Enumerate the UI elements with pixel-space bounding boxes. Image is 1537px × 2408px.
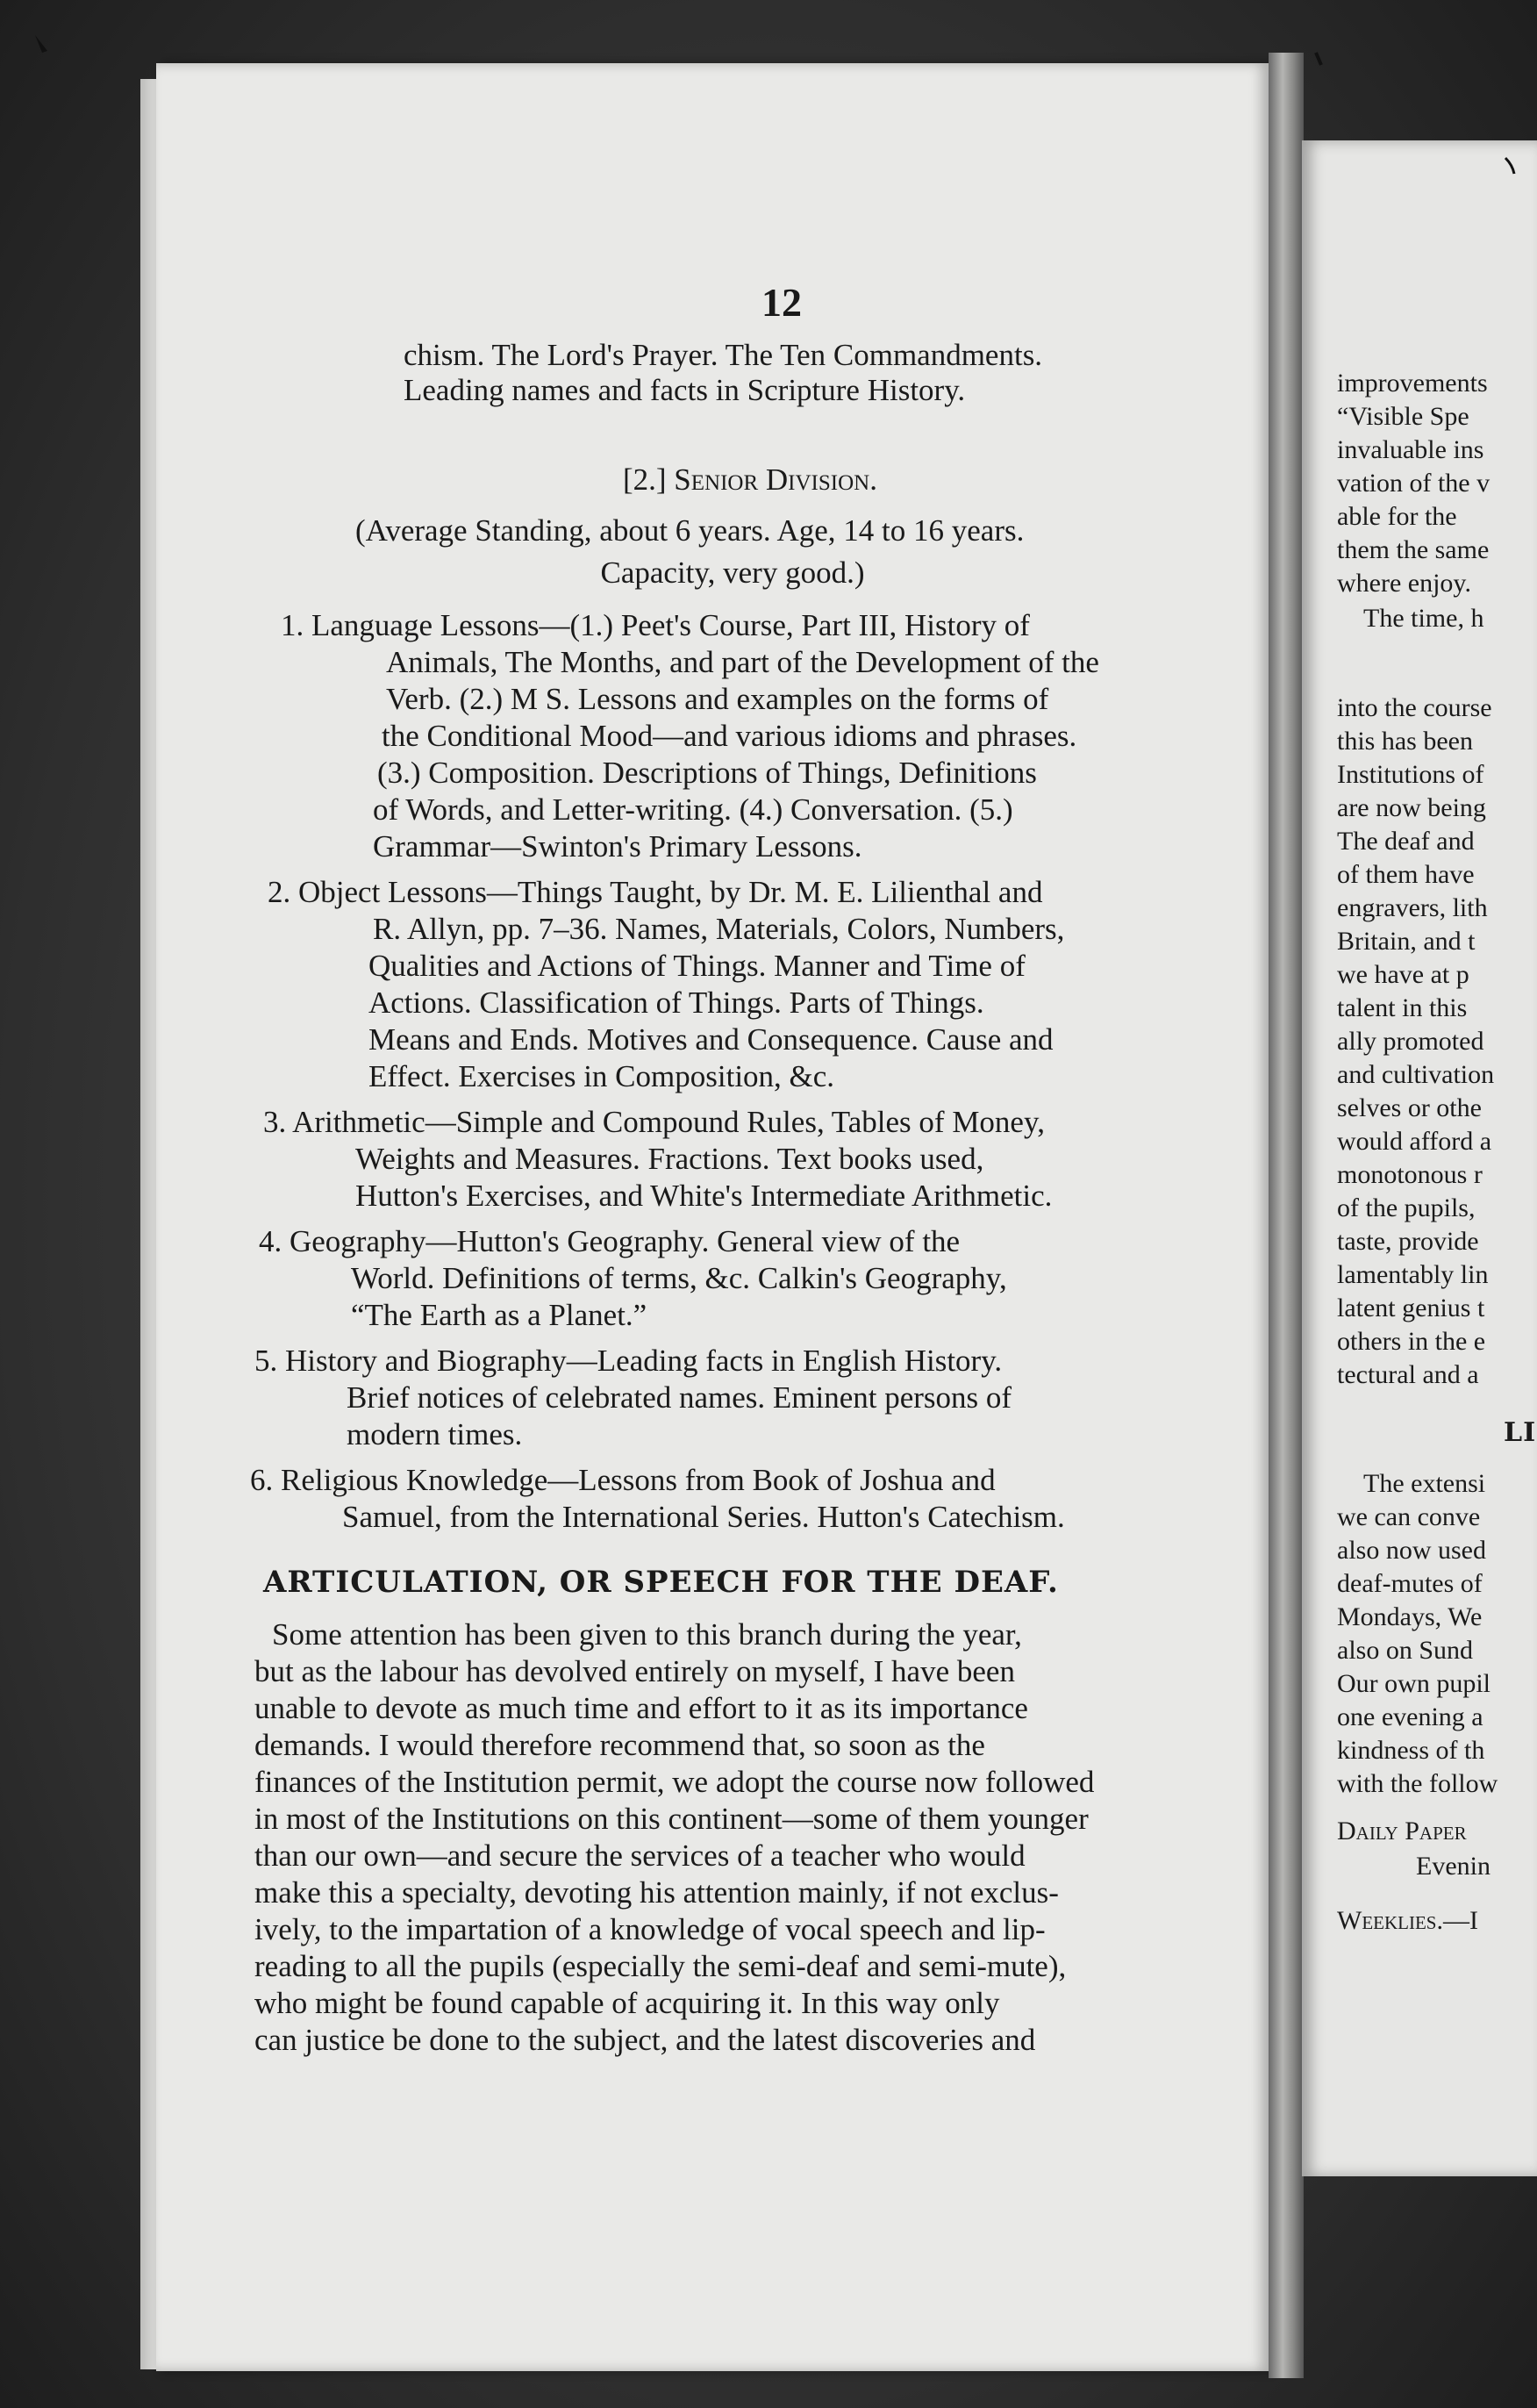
text-line: also now used: [1337, 1536, 1486, 1565]
text-line: vation of the v: [1337, 469, 1491, 498]
text-line: 4. Geography—Hutton's Geography. General view of the: [259, 1224, 961, 1258]
text-line: unable to devote as much time and effort to it as its importance: [254, 1691, 1028, 1725]
text-line: with the follow: [1337, 1769, 1498, 1798]
text-line: the Conditional Mood—and various idioms and phrases.: [382, 719, 1077, 753]
text-line: one evening a: [1337, 1702, 1483, 1731]
text-line: Grammar—Swinton's Primary Lessons.: [373, 829, 862, 864]
text-line: deaf-mutes of: [1337, 1569, 1483, 1598]
text-line: Brief notices of celebrated names. Eminent persons of: [347, 1380, 1012, 1415]
text-line: kindness of th: [1337, 1736, 1485, 1765]
text-line: Actions. Classification of Things. Parts of Things.: [368, 985, 984, 1020]
text-line: The time, h: [1363, 604, 1484, 633]
text-line: than our own—and secure the services of a teacher who would: [254, 1838, 1026, 1873]
text-line: Britain, and t: [1337, 927, 1476, 956]
text-line: others in the e: [1337, 1327, 1486, 1356]
text-line: Institutions of: [1337, 760, 1484, 789]
text-line: lamentably lin: [1337, 1260, 1489, 1289]
text-line: World. Definitions of terms, &c. Calkin's Geography,: [351, 1261, 1007, 1295]
text-line: able for the: [1337, 502, 1457, 531]
text-line: Qualities and Actions of Things. Manner and Time of: [368, 949, 1026, 983]
text-line: taste, provide: [1337, 1227, 1479, 1256]
text-line: Effect. Exercises in Composition, &c.: [368, 1059, 835, 1093]
text-line: 1. Language Lessons—(1.) Peet's Course, Part III, History of: [281, 608, 1030, 642]
text-line: latent genius t: [1337, 1294, 1485, 1322]
text-line: 6. Religious Knowledge—Lessons from Book of Joshua and: [250, 1463, 996, 1497]
text-line: reading to all the pupils (especially the semi-deaf and semi-mute),: [254, 1949, 1067, 1983]
text-line: of them have: [1337, 860, 1475, 889]
text-line: Some attention has been given to this branch during the year,: [272, 1617, 1022, 1652]
section-heading: LI: [1504, 1417, 1537, 1448]
text-line: monotonous r: [1337, 1160, 1483, 1189]
text-line: demands. I would therefore recommend that, so soon as the: [254, 1728, 985, 1762]
text-line: of the pupils,: [1337, 1193, 1476, 1222]
section-heading: ARTICULATION, OR SPEECH FOR THE DEAF.: [263, 1565, 1059, 1600]
text-line: (3.) Composition. Descriptions of Things, Definitions: [377, 756, 1037, 790]
text-line: Capacity, very good.): [600, 555, 865, 590]
text-line: are now being: [1337, 793, 1486, 822]
text-line: Our own pupil: [1337, 1669, 1491, 1698]
subsection-heading: [2.] Senior Division.: [623, 462, 877, 497]
text-line: The extensi: [1363, 1469, 1486, 1498]
text-line: who might be found capable of acquiring it. In this way only: [254, 1986, 1000, 2020]
text-line: Verb. (2.) M S. Lessons and examples on the forms of: [386, 682, 1049, 716]
text-line: Weeklies.—I: [1337, 1906, 1478, 1935]
text-line: into the course: [1337, 693, 1492, 722]
text-line: Weights and Measures. Fractions. Text books used,: [355, 1142, 984, 1176]
text-line: 2. Object Lessons—Things Taught, by Dr. M. E. Lilienthal and: [268, 875, 1043, 909]
text-line: we have at p: [1337, 960, 1469, 989]
text-line: 5. History and Biography—Leading facts in English History.: [254, 1344, 1003, 1378]
text-line: “Visible Spe: [1337, 402, 1469, 431]
text-line: R. Allyn, pp. 7–36. Names, Materials, Colors, Numbers,: [373, 912, 1065, 946]
text-line: and cultivation: [1337, 1060, 1495, 1089]
text-line: we can conve: [1337, 1502, 1481, 1531]
text-line: but as the labour has devolved entirely on myself, I have been: [254, 1654, 1015, 1688]
text-line: Mondays, We: [1337, 1602, 1483, 1631]
text-line: also on Sund: [1337, 1636, 1474, 1665]
text-line: Samuel, from the International Series. Hutton's Catechism.: [342, 1500, 1065, 1534]
text-line: selves or othe: [1337, 1093, 1482, 1122]
text-line: in most of the Institutions on this continent—some of them younger: [254, 1802, 1089, 1836]
text-line: 3. Arithmetic—Simple and Compound Rules, Tables of Money,: [263, 1105, 1045, 1139]
text-line: improvements: [1337, 369, 1488, 398]
text-line: The deaf and: [1337, 827, 1475, 856]
text-line: Animals, The Months, and part of the Development of the: [386, 645, 1099, 679]
text-line: tectural and a: [1337, 1360, 1479, 1389]
text-line: invaluable ins: [1337, 435, 1484, 464]
text-line: talent in this: [1337, 993, 1468, 1022]
page-number: 12: [761, 280, 802, 325]
text-line: engravers, lith: [1337, 893, 1488, 922]
text-line: finances of the Institution permit, we adopt the course now followed: [254, 1765, 1095, 1799]
text-line: where enjoy.: [1337, 569, 1471, 598]
text-line: Evenin: [1416, 1852, 1491, 1881]
text-line: would afford a: [1337, 1127, 1492, 1156]
text-line: them the same: [1337, 535, 1490, 564]
text-line: Leading names and facts in Scripture History.: [404, 373, 966, 407]
text-line: ively, to the impartation of a knowledge of vocal speech and lip-: [254, 1912, 1046, 1946]
text-line: of Words, and Letter-writing. (4.) Conversation. (5.): [373, 792, 1013, 827]
text-line: can justice be done to the subject, and the latest discoveries and: [254, 2023, 1036, 2057]
text-line: modern times.: [347, 1417, 523, 1451]
text-line: chism. The Lord's Prayer. The Ten Commandments.: [404, 338, 1043, 372]
text-line: Hutton's Exercises, and White's Intermediate Arithmetic.: [355, 1179, 1053, 1213]
text-line: (Average Standing, about 6 years. Age, 14 to 16 years.: [355, 513, 1025, 548]
text-line: ally promoted: [1337, 1027, 1484, 1056]
text-line: make this a specialty, devoting his attention mainly, if not exclus-: [254, 1875, 1059, 1910]
text-line: this has been: [1337, 727, 1473, 756]
text-line: Means and Ends. Motives and Consequence. Cause and: [368, 1022, 1054, 1057]
text-line: “The Earth as a Planet.”: [351, 1298, 647, 1332]
text-line: Daily Paper: [1337, 1817, 1467, 1845]
